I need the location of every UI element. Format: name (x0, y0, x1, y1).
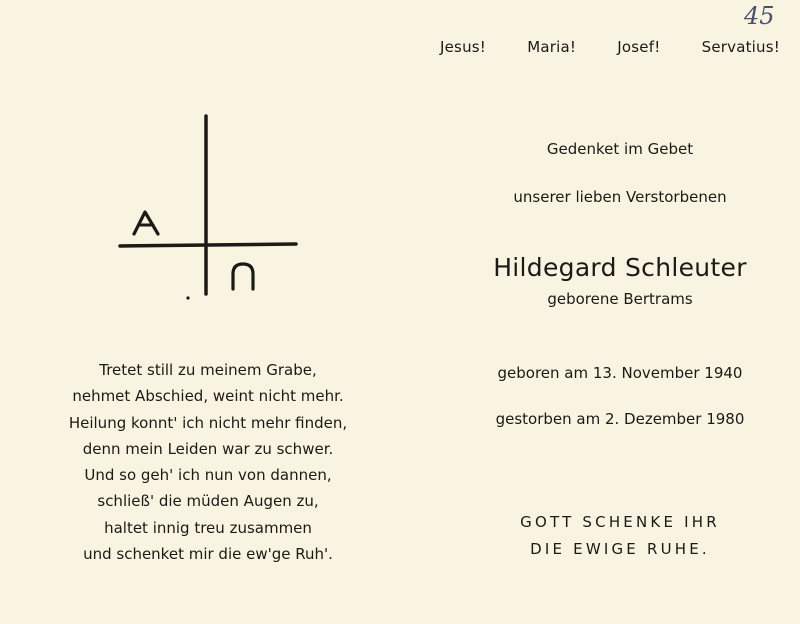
poem-line: schließ' die müden Augen zu, (97, 492, 319, 511)
deceased-name: Hildegard Schleuter (493, 253, 747, 282)
poem-line: nehmet Abschied, weint nicht mehr. (72, 387, 344, 406)
death-date: gestorben am 2. Dezember 1980 (495, 410, 745, 428)
invocation-josef: Josef! (617, 38, 661, 56)
intro-line-2: unserer lieben Verstorbenen (513, 188, 727, 206)
blessing-line-1: GOTT SCHENKE IHR (520, 513, 720, 531)
invocation-servatius: Servatius! (701, 38, 780, 56)
poem-line: Heilung konnt' ich nicht mehr finden, (68, 413, 348, 432)
invocation-line (440, 38, 780, 56)
blessing-line-2: DIE EWIGE RUHE. (530, 540, 710, 558)
invocation-jesus: Jesus! (440, 38, 487, 56)
alpha-omega-cross-icon (112, 112, 312, 316)
poem (38, 357, 378, 567)
invocation-maria: Maria! (527, 38, 577, 56)
poem-line: und schenket mir die ew'ge Ruh'. (83, 545, 333, 564)
poem-line: haltet innig treu zusammen (104, 518, 312, 537)
poem-line: Tretet still zu meinem Grabe, (99, 361, 317, 379)
birth-date: geboren am 13. November 1940 (497, 364, 743, 382)
maiden-name: geborene Bertrams (547, 290, 693, 308)
handwritten-number: 45 (744, 2, 775, 30)
blessing (440, 509, 800, 563)
poem-line: Und so geh' ich nun von dannen, (84, 466, 332, 485)
poem-line: denn mein Leiden war zu schwer. (82, 439, 334, 458)
intro-line-1: Gedenket im Gebet (546, 140, 694, 158)
